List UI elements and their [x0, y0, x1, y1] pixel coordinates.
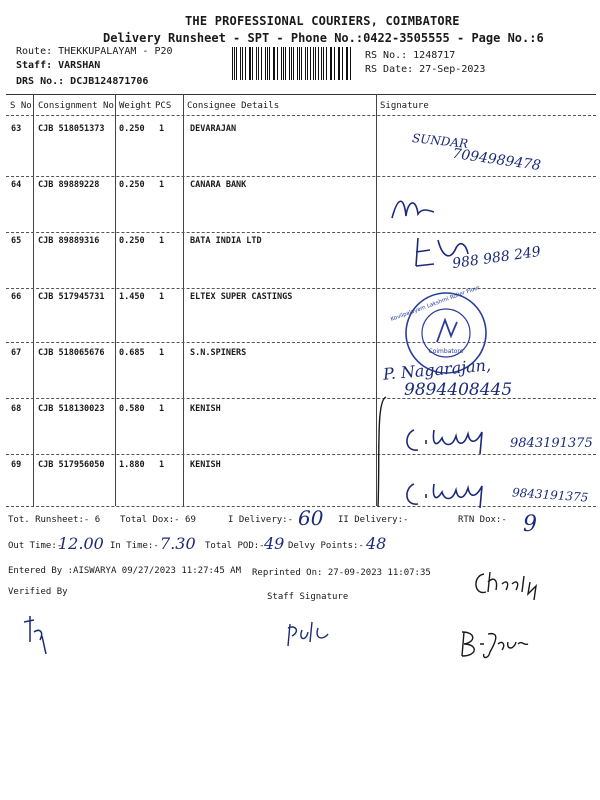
row-sno: 66	[11, 292, 22, 302]
col-header-sno: S No	[10, 101, 32, 111]
barcode-bar	[277, 47, 278, 80]
company-title: THE PROFESSIONAL COURIERS, COIMBATORE	[185, 14, 460, 28]
total-dox: Total Dox:- 69	[120, 515, 196, 525]
barcode-bar	[323, 47, 324, 80]
route-label: Route: THEKKUPALAYAM - P20	[16, 46, 173, 57]
col-sep-3	[183, 94, 184, 506]
row-divider	[6, 288, 596, 289]
row-pcs: 1	[159, 404, 165, 414]
col-header-consignment: Consignment No	[38, 101, 114, 111]
row-consignment: CJB 517956050	[38, 460, 105, 470]
row-sno: 64	[11, 180, 22, 190]
row-pcs: 1	[159, 124, 165, 134]
row-consignee: KENISH	[190, 404, 221, 414]
row-weight: 1.450	[119, 292, 145, 302]
col-header-consignee: Consignee Details	[187, 101, 280, 111]
row-sno: 67	[11, 348, 22, 358]
row-consignee: KENISH	[190, 460, 221, 470]
col-header-pcs: PCS	[155, 101, 172, 111]
signature-scribble	[404, 424, 514, 458]
barcode-bar	[293, 47, 294, 80]
row-pcs: 1	[159, 180, 165, 190]
rs-date: RS Date: 27-Sep-2023	[365, 64, 486, 75]
delvy-points-value: 48	[366, 534, 387, 553]
stamp-city: Coimbatore	[428, 348, 464, 355]
barcode-bar	[269, 47, 270, 80]
row-consignment: CJB 518065676	[38, 348, 105, 358]
row-consignment: CJB 89889228	[38, 180, 100, 190]
signature-scribble	[284, 618, 340, 652]
handwritten-phone: 9843191375	[511, 485, 589, 505]
row-sno: 65	[11, 236, 22, 246]
row-consignee: ELTEX SUPER CASTINGS	[190, 292, 293, 302]
row-weight: 0.250	[119, 180, 145, 190]
barcode-bar	[342, 47, 343, 80]
drs-barcode	[232, 47, 354, 80]
handwritten-phone: 988 988 249	[451, 243, 542, 273]
drs-label: DRS No.: DCJB124871706	[16, 76, 149, 87]
col-header-weight: Weight	[119, 101, 152, 111]
total-pod-value: 49	[264, 534, 285, 553]
delvy-points-label: Delvy Points:-	[288, 541, 364, 551]
row-weight: 0.250	[119, 236, 145, 246]
table-header-rule	[6, 115, 596, 116]
barcode-bar	[232, 47, 233, 80]
barcode-bar	[350, 47, 351, 80]
row-pcs: 1	[159, 236, 165, 246]
out-time-label: Out Time:-	[8, 541, 63, 551]
barcode-bar	[339, 47, 340, 80]
in-time-value: 7.30	[160, 534, 196, 553]
in-time-label: In Time:-	[110, 541, 159, 551]
row-weight: 1.880	[119, 460, 145, 470]
signature-scribble	[458, 626, 538, 666]
out-time-value: 12.00	[58, 534, 104, 553]
barcode-bar	[305, 47, 306, 80]
barcode-bar	[321, 47, 322, 80]
barcode-bar	[281, 47, 282, 80]
row-sno: 69	[11, 460, 22, 470]
reprinted-on: Reprinted On: 27-09-2023 11:07:35	[252, 568, 431, 578]
barcode-bar	[285, 47, 286, 80]
signature-scribble	[18, 610, 58, 660]
staff-signature-label: Staff Signature	[267, 592, 349, 602]
row-consignee: CANARA BANK	[190, 180, 247, 190]
barcode-bar	[256, 47, 257, 80]
rs-number: RS No.: 1248717	[365, 50, 456, 61]
barcode-bar	[252, 47, 253, 80]
ii-delivery-label: II Delivery:-	[338, 515, 409, 525]
tot-runsheet: Tot. Runsheet:- 6	[8, 515, 101, 525]
signature-scribble	[470, 566, 566, 606]
runsheet-subtitle: Delivery Runsheet - SPT - Phone No.:0422-3505555 - Page No.:6	[103, 31, 544, 45]
row-weight: 0.580	[119, 404, 145, 414]
handwritten-phone: 9894408445	[404, 380, 513, 400]
row-weight: 0.685	[119, 348, 145, 358]
handwritten-phone: 7094989478	[451, 145, 542, 175]
rtn-dox-label: RTN Dox:-	[458, 515, 507, 525]
barcode-bar	[242, 47, 243, 80]
verified-by: Verified By	[8, 587, 68, 597]
rtn-dox-value: 9	[523, 512, 537, 537]
row-weight: 0.250	[119, 124, 145, 134]
row-sno: 68	[11, 404, 22, 414]
row-sno: 63	[11, 124, 22, 134]
row-pcs: 1	[159, 460, 165, 470]
table-top-rule	[6, 94, 596, 95]
handwritten-name: P. Nagarajan,	[382, 355, 492, 384]
barcode-bar	[315, 47, 316, 80]
row-pcs: 1	[159, 292, 165, 302]
i-delivery-value: 60	[298, 506, 324, 530]
barcode-bar	[307, 47, 308, 80]
row-consignment: CJB 89889316	[38, 236, 100, 246]
barcode-bar	[240, 47, 241, 80]
handwritten-phone: 9843191375	[510, 436, 593, 451]
row-divider	[6, 342, 596, 343]
row-consignee: BATA INDIA LTD	[190, 236, 262, 246]
barcode-bar	[334, 47, 335, 80]
row-consignment: CJB 517945731	[38, 292, 105, 302]
row-consignee: DEVARAJAN	[190, 124, 237, 134]
stamp-text: Kovilpalayam Lakshmi Roller Flour	[390, 284, 481, 323]
row-consignment: CJB 518051373	[38, 124, 105, 134]
i-delivery-label: I Delivery:-	[228, 515, 294, 525]
row-divider	[6, 176, 596, 177]
bracket-mark	[370, 395, 390, 511]
signature-scribble	[404, 476, 524, 512]
col-sep-2	[115, 94, 116, 506]
col-header-signature: Signature	[380, 101, 429, 111]
col-sep-1	[33, 94, 34, 506]
row-divider	[6, 232, 596, 233]
row-pcs: 1	[159, 348, 165, 358]
barcode-bar	[261, 47, 262, 80]
handwritten-name: SUNDAR	[411, 131, 469, 151]
row-consignee: S.N.SPINERS	[190, 348, 247, 358]
entered-by: Entered By :AISWARYA 09/27/2023 11:27:45 AM	[8, 566, 241, 576]
signature-scribble	[388, 190, 468, 230]
total-pod-label: Total POD:-	[205, 541, 265, 551]
staff-label: Staff: VARSHAN	[16, 60, 101, 71]
row-consignment: CJB 518130023	[38, 404, 105, 414]
